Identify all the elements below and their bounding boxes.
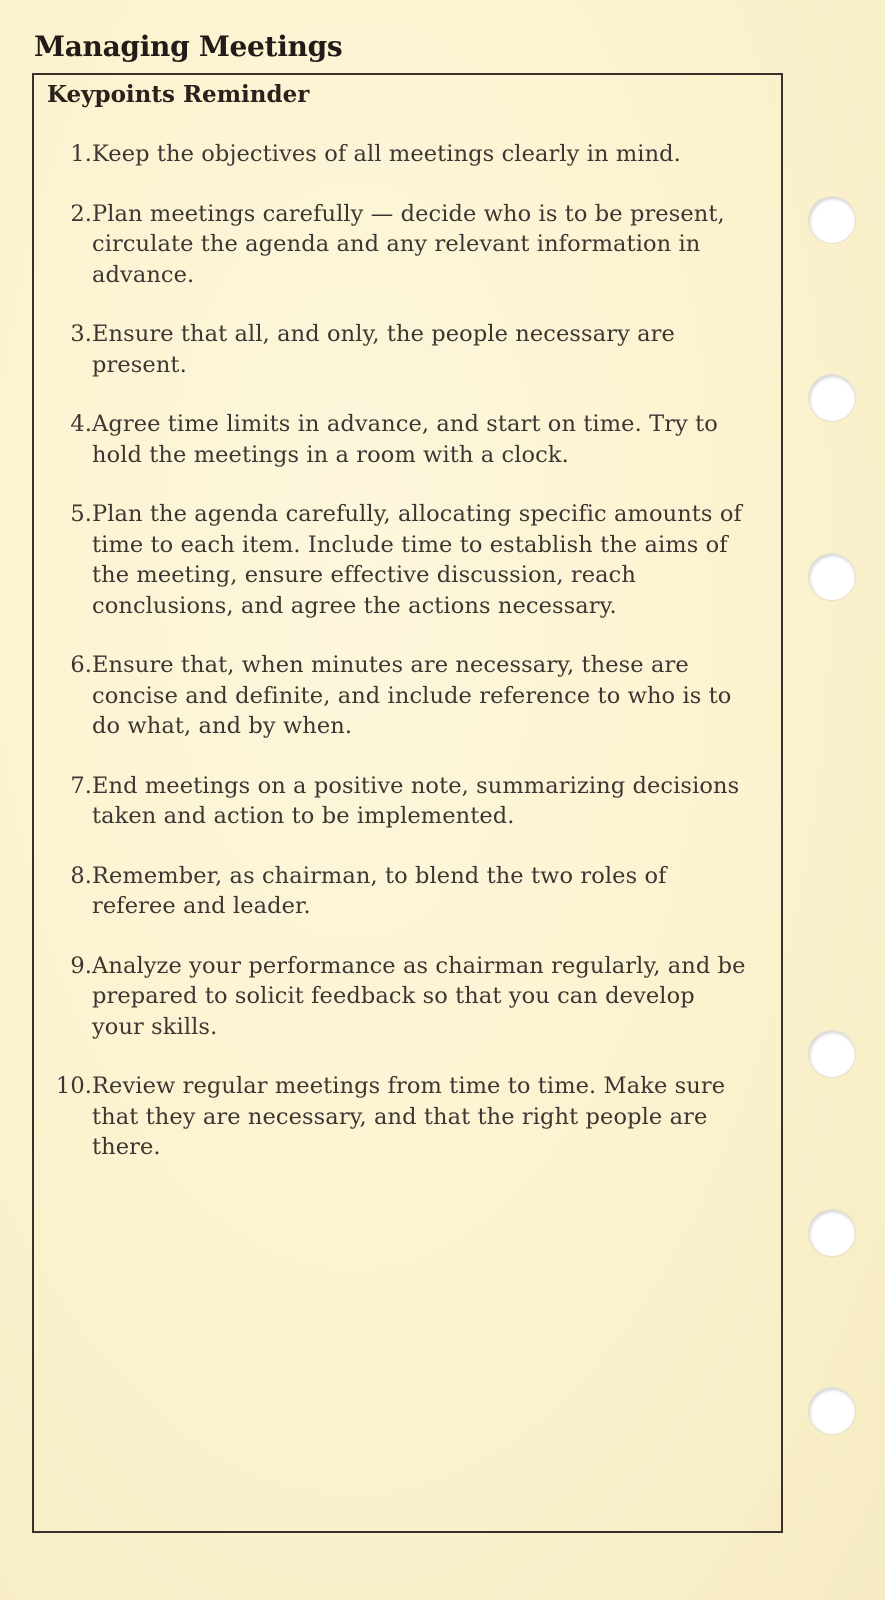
keypoint-number: 9. (70, 952, 92, 979)
keypoint-item (46, 409, 746, 470)
punch-hole (808, 553, 856, 601)
punch-hole (808, 374, 856, 422)
punch-hole (808, 1030, 856, 1078)
keypoint-item (46, 771, 746, 832)
keypoint-number: 5. (70, 501, 92, 527)
box-title: Keypoints Reminder (47, 81, 310, 108)
keypoint-text: Keep the objectives of all meetings clearly in mind. (92, 141, 681, 167)
keypoint-item (46, 861, 746, 922)
keypoint-text: Analyze your performance as chairman regularly, and be prepared to solicit feedback so that you can develop your skills. (92, 952, 746, 1040)
keypoint-number: 8. (70, 862, 92, 889)
keypoint-text: End meetings on a positive note, summarizing decisions taken and action to be implemented. (92, 772, 740, 829)
keypoint-number: 2. (70, 200, 92, 227)
keypoint-number: 3. (70, 321, 92, 347)
page-title: Managing Meetings (34, 30, 343, 63)
keypoint-item (46, 319, 746, 380)
punch-hole (808, 1387, 856, 1435)
keypoint-item (46, 1071, 746, 1163)
keypoint-text: Ensure that, when minutes are necessary, these are concise and definite, and include reference to who is to do what, and by when. (92, 652, 732, 739)
keypoint-text: Agree time limits in advance, and start on time. Try to hold the meetings in a room with a clock. (92, 411, 718, 468)
keypoint-item (46, 951, 746, 1043)
keypoint-text: Remember, as chairman, to blend the two roles of referee and leader. (92, 862, 667, 919)
punch-hole (808, 1209, 856, 1257)
keypoint-number: 6. (70, 652, 92, 678)
keypoint-item (46, 650, 746, 742)
keypoint-text: Plan meetings carefully — decide who is to be present, circulate the agenda and any relevant information in advance. (92, 200, 725, 288)
keypoint-item (46, 139, 746, 170)
keypoint-text: Review regular meetings from time to time. Make sure that they are necessary, and that the right people are there. (92, 1073, 726, 1160)
keypoint-text: Ensure that all, and only, the people necessary are present. (92, 321, 675, 378)
keypoint-text: Plan the agenda carefully, allocating specific amounts of time to each item. Include time to establish the aims of the meeting, ensure effective discussion, reach conclusions, and agree the actions necessary. (92, 501, 742, 619)
keypoint-number: 4. (70, 411, 92, 437)
keypoint-number: 1. (70, 141, 92, 167)
keypoint-number: 7. (70, 772, 92, 799)
keypoint-item (46, 199, 746, 291)
keypoints-box (32, 73, 783, 1533)
punch-hole (808, 196, 856, 244)
keypoints-list (46, 139, 746, 1192)
keypoint-number: 10. (55, 1073, 92, 1099)
keypoint-item (46, 499, 746, 621)
